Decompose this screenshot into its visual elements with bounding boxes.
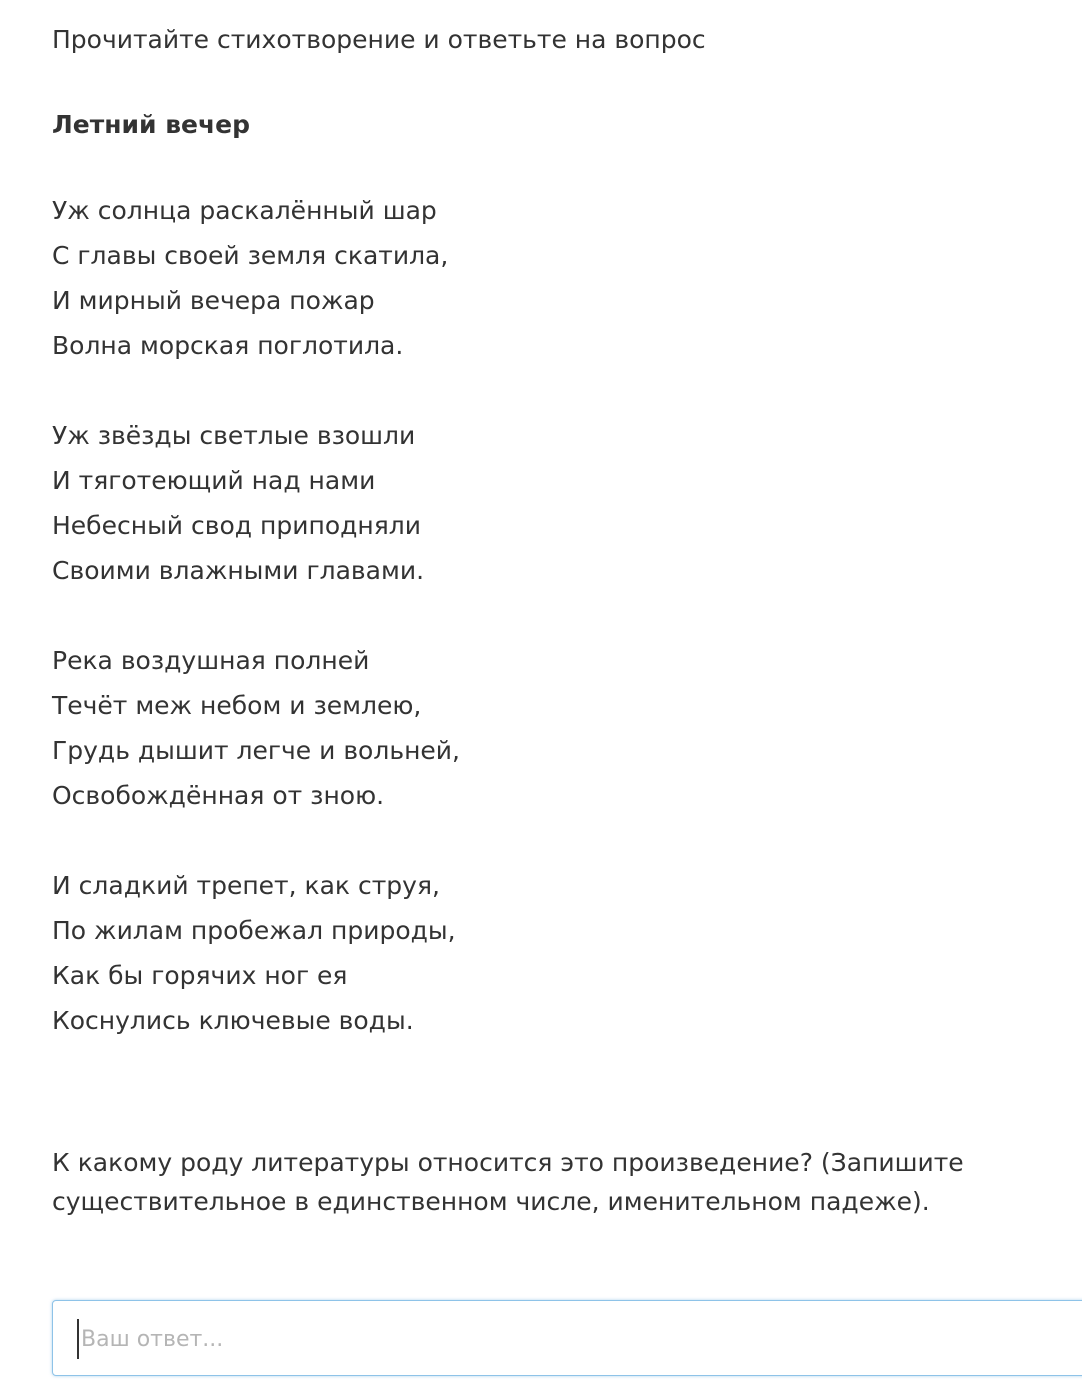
- poem-line: Волна морская поглотила.: [52, 331, 404, 360]
- poem-line: По жилам пробежал природы,: [52, 916, 456, 945]
- poem-stanza-2: [52, 413, 424, 593]
- answer-box[interactable]: [52, 1300, 1082, 1376]
- poem-stanza-4: [52, 863, 456, 1043]
- poem-line: С главы своей земля скатила,: [52, 241, 449, 270]
- poem-line: Течёт меж небом и землею,: [52, 691, 422, 720]
- poem-line: Своими влажными главами.: [52, 556, 425, 585]
- poem-stanza-3: [52, 638, 460, 818]
- poem-line: Грудь дышит легче и вольней,: [52, 736, 460, 765]
- answer-input[interactable]: [77, 1319, 1071, 1359]
- poem-line: И мирный вечера пожар: [52, 286, 375, 315]
- poem-line: Как бы горячих ног ея: [52, 961, 348, 990]
- poem-line: Река воздушная полней: [52, 646, 370, 675]
- question-text: К какому роду литературы относится это произведение? (Запишите существительное в единственном числе, именительном падеже).: [52, 1148, 964, 1216]
- poem-line: Уж солнца раскалённый шар: [52, 196, 437, 225]
- poem-line: Освобождённая от зною.: [52, 781, 385, 810]
- poem-line: Уж звёзды светлые взошли: [52, 421, 416, 450]
- poem-line: И сладкий трепет, как струя,: [52, 871, 440, 900]
- poem-line: Коснулись ключевые воды.: [52, 1006, 414, 1035]
- poem-line: Небесный свод приподняли: [52, 511, 422, 540]
- poem-stanza-1: [52, 188, 448, 368]
- task-instruction: Прочитайте стихотворение и ответьте на вопрос: [52, 25, 706, 54]
- poem-title: Летний вечер: [52, 110, 251, 139]
- poem-line: И тяготеющий над нами: [52, 466, 376, 495]
